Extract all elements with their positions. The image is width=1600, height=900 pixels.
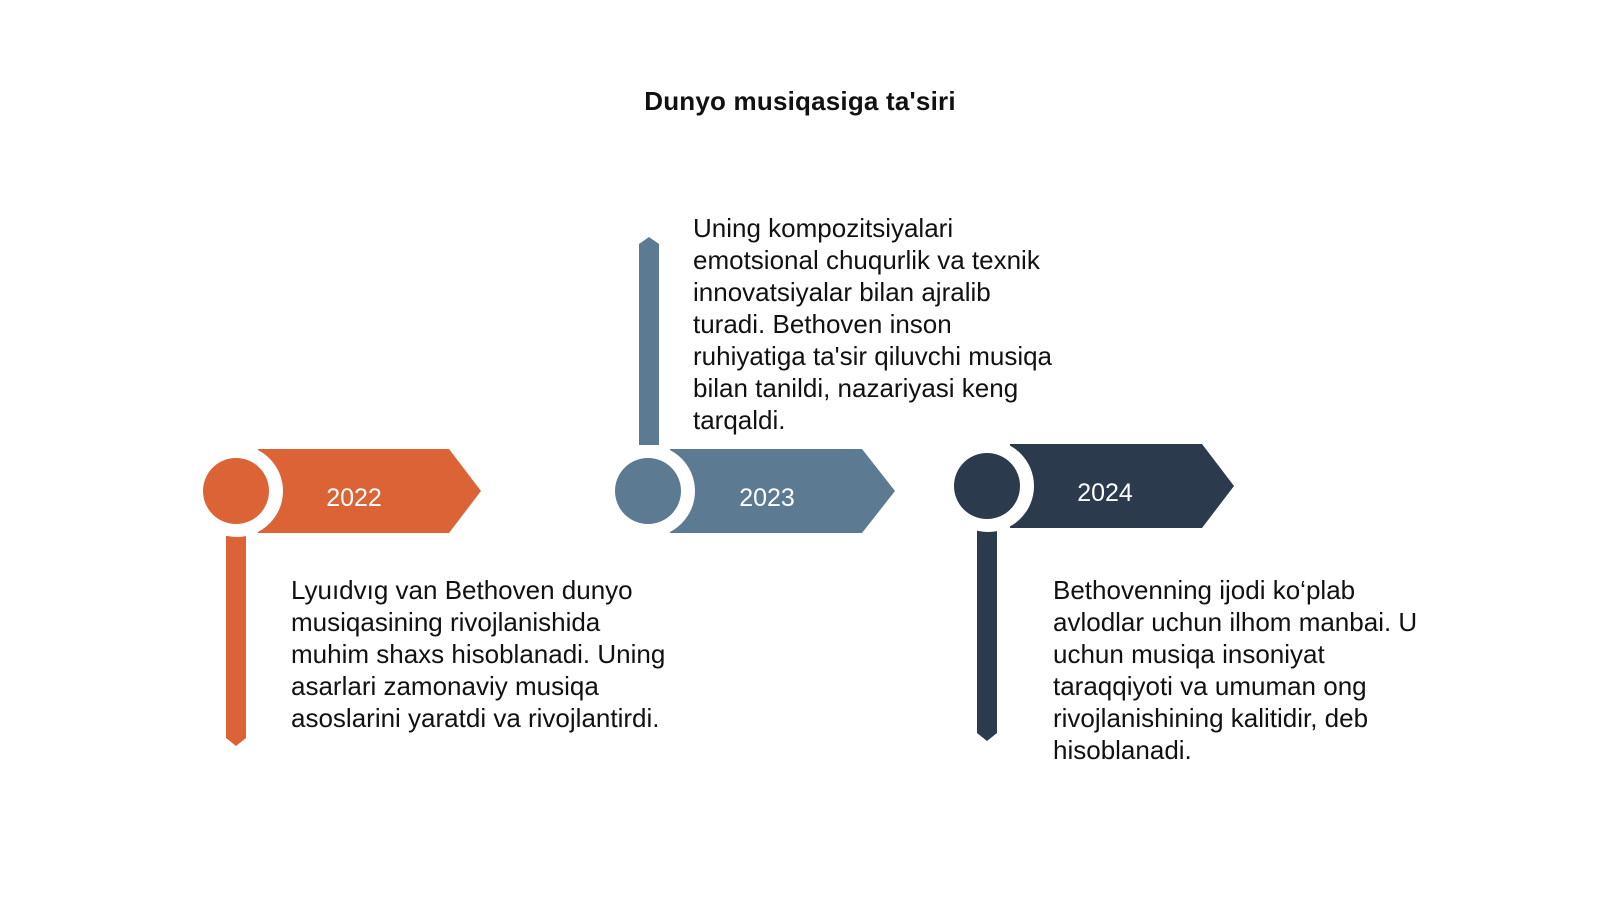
- connector-line-2022: [226, 536, 246, 746]
- year-label-2024: 2024: [1077, 479, 1133, 507]
- milestone-description-2023: Uning kompozitsiyalari emotsional chuqurlik va texnik innovatsiyalar bilan ajralib turadi. Bethoven inson ruhiyatiga ta'sir qiluvchi musiqa bilan tanildi, nazariyasi keng tarqaldi.: [693, 213, 1053, 435]
- page-title: Dunyo musiqasiga ta'siri: [644, 86, 956, 116]
- year-node-2024: [954, 453, 1020, 519]
- year-node-2022: [203, 458, 269, 524]
- milestone-description-2024: Bethovenning ijodi ko‘plab avlodlar uchun ilhom manbai. U uchun musiqa insoniyat taraqqiyoti va umuman ong rivojlanishining kalitidir, deb hisoblanadi.: [1053, 575, 1418, 765]
- connector-line-2024: [977, 530, 997, 741]
- year-label-2023: 2023: [739, 484, 795, 512]
- year-node-2023: [615, 458, 681, 524]
- connector-line-2023: [639, 237, 659, 445]
- year-label-2022: 2022: [326, 484, 382, 512]
- milestone-description-2022: Lyuıdvıg van Bethoven dunyo musiqasining rivojlanishida muhim shaxs hisoblanadi. Uning asarlari zamonaviy musiqa asoslarini yaratdi va rivojlantirdi.: [291, 575, 666, 733]
